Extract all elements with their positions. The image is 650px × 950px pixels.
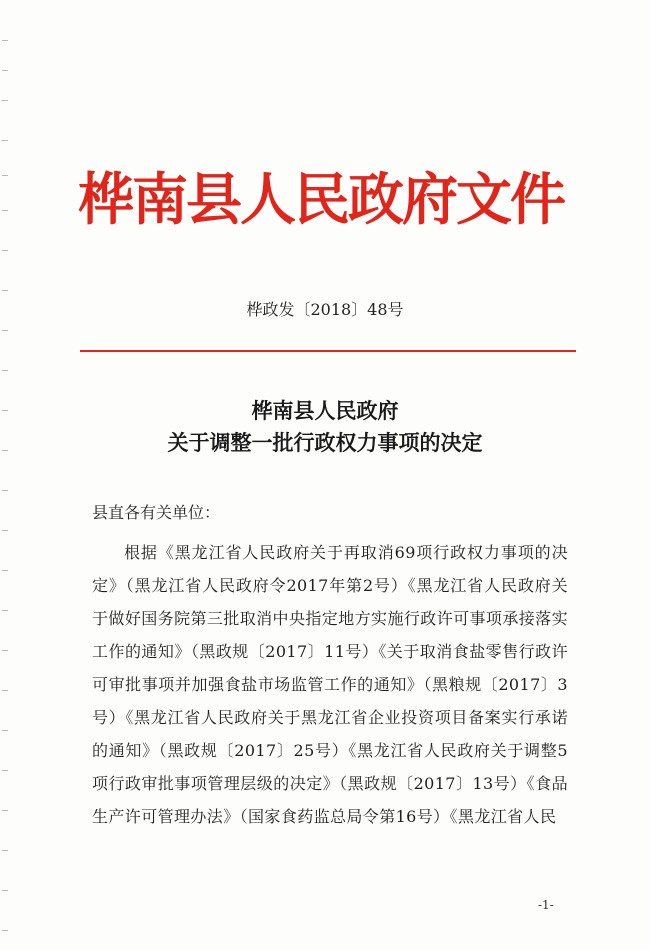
- document-title-line-2: 关于调整一批行政权力事项的决定: [167, 431, 483, 455]
- page-number: -1-: [538, 898, 554, 912]
- document-number: 桦政发〔2018〕48号: [246, 300, 404, 319]
- document-title: [0, 395, 650, 459]
- salutation: 县直各有关单位：: [92, 503, 221, 522]
- document-title-line-1: 桦南县人民政府: [251, 399, 399, 423]
- issuing-authority-header: 桦南县人民政府文件: [78, 167, 564, 233]
- red-separator-line: [80, 350, 576, 352]
- binding-margin-marks: [0, 0, 14, 950]
- body-paragraph: 根据《黑龙江省人民政府关于再取消69项行政权力事项的决定》（黑龙江省人民政府令2017年第2号）《黑龙江省人民政府关于做好国务院第三批取消中央指定地方实施行政许可事项承接落实工作的通知》（黑政规〔2017〕11号）《关于取消食盐零售行政许可审批事项并加强食盐市场监管工作的通知》（黑粮规〔2017〕3号）《黑龙江省人民政府关于黑龙江省企业投资项目备案实行承诺的通知》（黑政规〔2017〕25号）《黑龙江省人民政府关于调整5项行政审批事项管理层级的决定》（黑政规〔2017〕13号）《食品生产许可管理办法》（国家食药监总局令第16号）《黑龙江省人民: [92, 543, 568, 826]
- document-body: [92, 496, 568, 833]
